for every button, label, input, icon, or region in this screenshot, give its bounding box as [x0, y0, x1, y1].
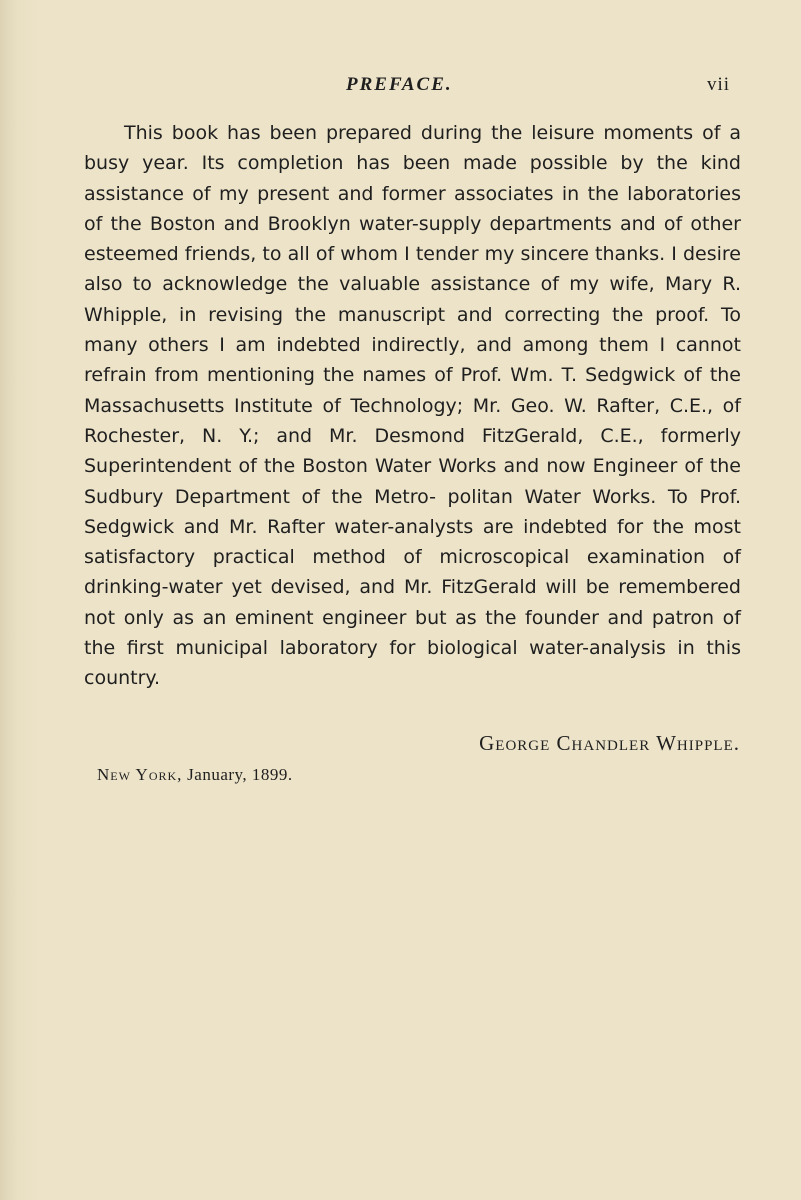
author-signature: George Chandler Whipple. — [479, 731, 740, 755]
preface-paragraph: This book has been prepared during the leisure moments of a busy year. Its completion has been made possible by the kind assistance of my present and former associates in the laboratories of the Boston and Brooklyn water-supply departments and of other esteemed friends, to all of whom I tender my sincere thanks. I desire also to acknowledge the valuable assistance of my wife, Mary R. Whipple, in revising the manuscript and correcting the proof. To many others I am indebted indirectly, and among them I cannot refrain from mentioning the names of Prof. Wm. T. Sedgwick of the Massachusetts Institute of Technology; Mr. Geo. W. Rafter, C.E., of Rochester, N. Y.; and Mr. Desmond FitzGerald, C.E., formerly Superintendent of the Boston Water Works and now Engineer of the Sudbury Department of the Metro- politan Water Works. To Prof. Sedgwick and Mr. Rafter water-analysts are indebted for the most satisfactory practical method of microscopical examination of drinking-water yet devised, and Mr. FitzGerald will be remembered not only as an eminent engineer but as the founder and patron of the first municipal laboratory for biological water-analysis in this country. — [84, 122, 741, 690]
page-number: vii — [706, 74, 730, 95]
dateline — [97, 765, 293, 785]
running-head: PREFACE. — [346, 74, 453, 95]
page-header — [60, 74, 740, 104]
dateline-place: New York, — [97, 765, 183, 784]
dateline-date: January, 1899. — [187, 765, 293, 784]
